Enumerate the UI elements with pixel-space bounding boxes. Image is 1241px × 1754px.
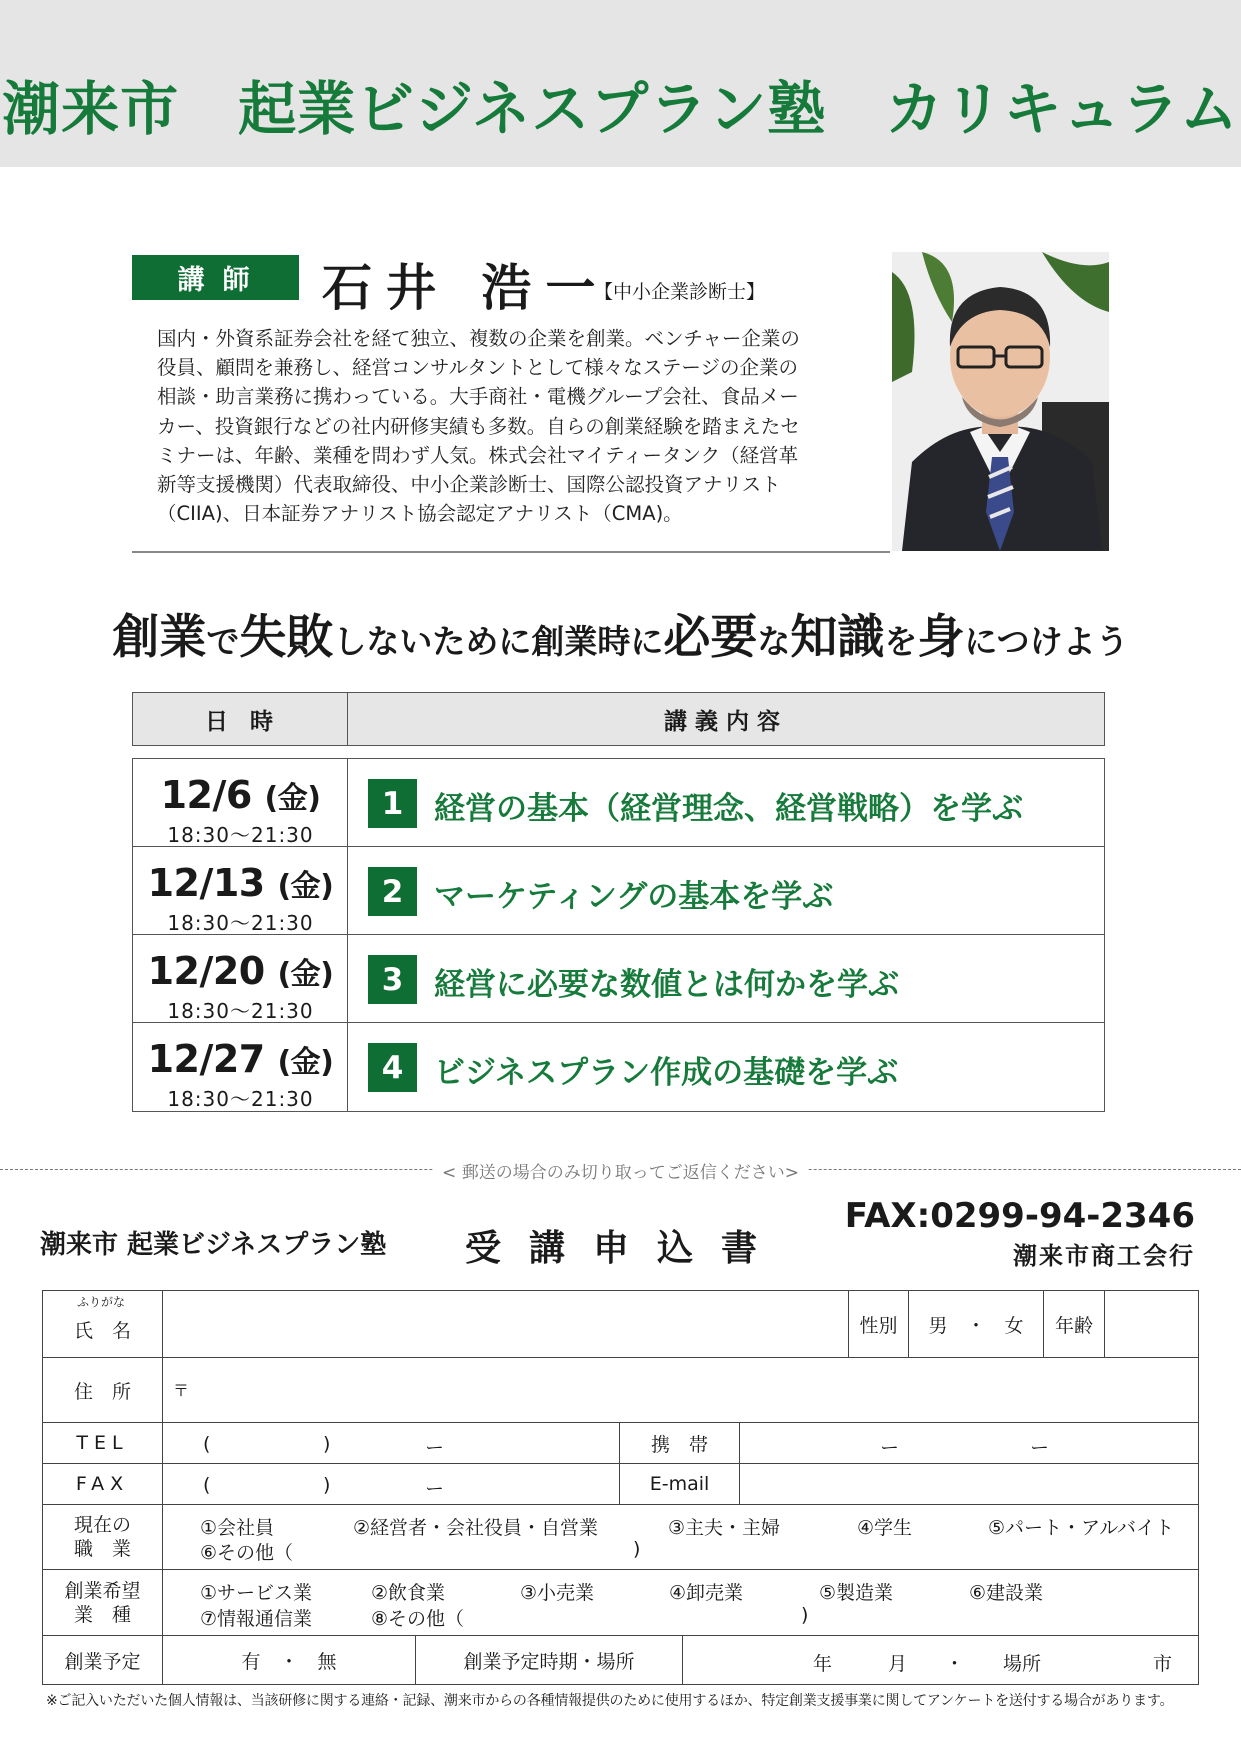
plan-place: 場所 bbox=[1003, 1653, 1042, 1675]
lecturer-bio bbox=[157, 324, 857, 528]
paren-open: ( bbox=[203, 1433, 211, 1455]
occupation-label bbox=[43, 1505, 163, 1569]
session-topic-cell bbox=[348, 1023, 1104, 1111]
dash: ー bbox=[425, 1437, 445, 1459]
session-number-badge: 3 bbox=[368, 955, 417, 1004]
divider bbox=[132, 551, 890, 553]
paren-open: ( bbox=[203, 1474, 211, 1496]
session-time: 18:30〜21:30 bbox=[167, 999, 314, 1023]
cut-note: < 郵送の場合のみ切り取ってご返信ください> bbox=[434, 1163, 807, 1183]
fax-number: FAX:0299-94-2346 bbox=[844, 1196, 1195, 1236]
schedule-row bbox=[133, 847, 1104, 935]
industry-option[interactable]: ⑥建設業 bbox=[969, 1582, 1044, 1604]
paren-close: ) bbox=[323, 1474, 331, 1496]
privacy-footnote: ※ご記入いただいた個人情報は、当該研修に関する連絡・記録、潮来市からの各種情報提供のために使用するほか、特定創業支援事業に関してアンケートを送付する場合があります。 bbox=[46, 1693, 1174, 1709]
plan-options[interactable]: 有 ・ 無 bbox=[163, 1636, 416, 1684]
schedule-table bbox=[132, 758, 1105, 1112]
occupation-label-2: 職 業 bbox=[73, 1538, 131, 1560]
session-date-cell bbox=[133, 759, 348, 846]
header-band bbox=[0, 0, 1241, 167]
schedule-header bbox=[132, 692, 1105, 746]
occupation-other-option[interactable]: ⑥その他（ bbox=[200, 1542, 294, 1564]
bio-line: （CIIA)、日本証券アナリスト協会認定アナリスト（CMA)。 bbox=[157, 502, 683, 526]
session-date: 12/20 bbox=[147, 949, 265, 993]
schedule-row bbox=[133, 759, 1104, 847]
age-label: 年齢 bbox=[1044, 1291, 1105, 1357]
paren-close: ) bbox=[801, 1604, 809, 1626]
occupation-label-1: 現在の bbox=[73, 1514, 131, 1536]
gender-options[interactable]: 男 ・ 女 bbox=[909, 1291, 1044, 1357]
session-date-cell bbox=[133, 1023, 348, 1111]
form-row-tel bbox=[43, 1423, 1198, 1464]
plan-when-field[interactable] bbox=[683, 1636, 1200, 1684]
session-weekday: (金) bbox=[264, 781, 321, 816]
lecturer-badge: 講師 bbox=[132, 255, 299, 300]
dash: ー bbox=[880, 1437, 900, 1459]
application-form bbox=[42, 1290, 1199, 1685]
form-row-occupation bbox=[43, 1505, 1198, 1570]
slogan-part: 知識 bbox=[790, 610, 885, 665]
industry-option[interactable]: ③小売業 bbox=[520, 1582, 595, 1604]
paren-close: ) bbox=[323, 1433, 331, 1455]
mobile-field[interactable] bbox=[740, 1423, 1200, 1463]
industry-other-option[interactable]: ⑧その他（ bbox=[371, 1608, 465, 1630]
session-weekday: (金) bbox=[277, 957, 334, 992]
occupation-option[interactable]: ⑤パート・アルバイト bbox=[988, 1517, 1174, 1539]
email-field[interactable] bbox=[740, 1464, 1200, 1504]
session-weekday: (金) bbox=[277, 869, 334, 904]
form-row-fax bbox=[43, 1464, 1198, 1505]
slogan-part: につけよう bbox=[964, 622, 1129, 661]
industry-option[interactable]: ⑦情報通信業 bbox=[200, 1608, 313, 1630]
industry-option[interactable]: ④卸売業 bbox=[669, 1582, 744, 1604]
slogan-part: 身 bbox=[917, 610, 965, 665]
bio-line: カー、投資銀行などの社内研修実績も多数。自らの創業経験を踏まえたセ bbox=[157, 414, 800, 438]
email-label: E-mail bbox=[620, 1464, 740, 1504]
session-topic-cell bbox=[348, 935, 1104, 1022]
bio-line: 相談・助言業務に携わっている。大手商社・電機グループ会社、食品メー bbox=[157, 385, 799, 409]
form-row-address bbox=[43, 1358, 1198, 1423]
mobile-label: 携 帯 bbox=[620, 1423, 740, 1463]
tel-label: TEL bbox=[43, 1423, 163, 1463]
page-title: 潮来市 起業ビジネスプラン塾 カリキュラム bbox=[2, 75, 1239, 143]
bio-line: 新等支援機関）代表取締役、中小企業診断士、国際公認投資アナリスト bbox=[157, 473, 781, 497]
form-title: 受講申込書 bbox=[465, 1228, 786, 1269]
bio-line: ミナーは、年齢、業種を問わず人気。株式会社マイティータンク（経営革 bbox=[157, 443, 799, 467]
age-field[interactable] bbox=[1105, 1291, 1200, 1357]
occupation-option[interactable]: ③主夫・主婦 bbox=[668, 1517, 781, 1539]
name-field[interactable] bbox=[163, 1291, 849, 1357]
session-weekday: (金) bbox=[277, 1045, 334, 1080]
plan-year: 年 bbox=[813, 1653, 833, 1675]
session-topic-cell bbox=[348, 759, 1104, 846]
fax-field[interactable] bbox=[163, 1464, 620, 1504]
plan-month: 月 bbox=[888, 1653, 908, 1675]
bio-line: 国内・外資系証券会社を経て独立、複数の企業を創業。ベンチャー企業の bbox=[157, 327, 800, 350]
slogan-part: 必要 bbox=[663, 610, 758, 665]
industry-option[interactable]: ①サービス業 bbox=[200, 1582, 313, 1604]
industry-label bbox=[43, 1570, 163, 1635]
industry-label-2: 業 種 bbox=[73, 1603, 131, 1626]
lecturer-credential: 【中小企業診断士】 bbox=[594, 281, 766, 303]
gender-label: 性別 bbox=[849, 1291, 909, 1357]
session-time: 18:30〜21:30 bbox=[167, 911, 314, 935]
industry-label-1: 創業希望 bbox=[64, 1579, 141, 1602]
session-topic: 経営の基本（経営理念、経営戦略）を学ぶ bbox=[434, 791, 1023, 827]
session-time: 18:30〜21:30 bbox=[167, 823, 314, 847]
fax-recipient: 潮来市商工会行 bbox=[1013, 1242, 1195, 1270]
industry-option[interactable]: ②飲食業 bbox=[371, 1582, 446, 1604]
session-time: 18:30〜21:30 bbox=[167, 1087, 314, 1111]
address-label: 住 所 bbox=[43, 1358, 163, 1422]
tel-field[interactable] bbox=[163, 1423, 620, 1463]
occupation-option[interactable]: ④学生 bbox=[857, 1517, 913, 1539]
dash: ー bbox=[425, 1478, 445, 1500]
slogan-part: 創業 bbox=[112, 610, 207, 665]
plan-city: 市 bbox=[1153, 1653, 1173, 1675]
plan-label: 創業予定 bbox=[43, 1636, 163, 1684]
dash: ー bbox=[1030, 1437, 1050, 1459]
plan-when-label: 創業予定時期・場所 bbox=[416, 1636, 683, 1684]
col-date-header: 日時 bbox=[133, 693, 348, 745]
bio-line: 役員、顧問を兼務し、経営コンサルタントとして様々なステージの企業の bbox=[157, 356, 798, 380]
session-topic-cell bbox=[348, 847, 1104, 934]
col-content-header: 講義内容 bbox=[664, 708, 788, 735]
session-date-cell bbox=[133, 935, 348, 1022]
paren-close: ) bbox=[633, 1538, 641, 1560]
form-row-name bbox=[43, 1291, 1198, 1358]
session-date: 12/6 bbox=[160, 773, 252, 817]
slogan-part: 失敗 bbox=[239, 610, 334, 665]
slogan-part: しないために創業時に bbox=[333, 622, 664, 661]
slogan-part: を bbox=[884, 622, 918, 661]
session-topic: 経営に必要な数値とは何かを学ぶ bbox=[434, 967, 899, 1003]
session-date: 12/13 bbox=[147, 861, 265, 905]
form-row-industry bbox=[43, 1570, 1198, 1636]
session-number-badge: 2 bbox=[368, 867, 417, 916]
session-number-badge: 1 bbox=[368, 779, 417, 828]
schedule-row bbox=[133, 935, 1104, 1023]
lecturer-photo bbox=[892, 252, 1109, 551]
session-topic: マーケティングの基本を学ぶ bbox=[434, 879, 834, 915]
occupation-option[interactable]: ②経営者・会社役員・自営業 bbox=[353, 1517, 599, 1539]
industry-option[interactable]: ⑤製造業 bbox=[819, 1582, 894, 1604]
occupation-option[interactable]: ①会社員 bbox=[200, 1517, 275, 1539]
schedule-row bbox=[133, 1023, 1104, 1111]
address-field[interactable] bbox=[163, 1358, 1200, 1422]
session-number-badge: 4 bbox=[368, 1043, 417, 1092]
name-label-cell bbox=[43, 1291, 163, 1357]
fax-label: FAX bbox=[43, 1464, 163, 1504]
program-name: 潮来市 起業ビジネスプラン塾 bbox=[40, 1230, 387, 1260]
postal-mark: 〒 bbox=[173, 1381, 190, 1400]
plan-separator: ・ bbox=[945, 1653, 965, 1675]
portrait-illustration bbox=[892, 252, 1109, 551]
lecturer-name: 石井 浩一 bbox=[322, 259, 610, 317]
session-topic: ビジネスプラン作成の基礎を学ぶ bbox=[434, 1055, 899, 1091]
slogan-part: な bbox=[757, 622, 791, 661]
session-date: 12/27 bbox=[147, 1037, 265, 1081]
session-date-cell bbox=[133, 847, 348, 934]
form-row-plan bbox=[43, 1636, 1198, 1684]
name-label: 氏 名 bbox=[73, 1319, 131, 1342]
slogan bbox=[0, 600, 1241, 667]
furigana-label: ふりがな bbox=[77, 1295, 126, 1309]
slogan-part: で bbox=[206, 622, 240, 661]
